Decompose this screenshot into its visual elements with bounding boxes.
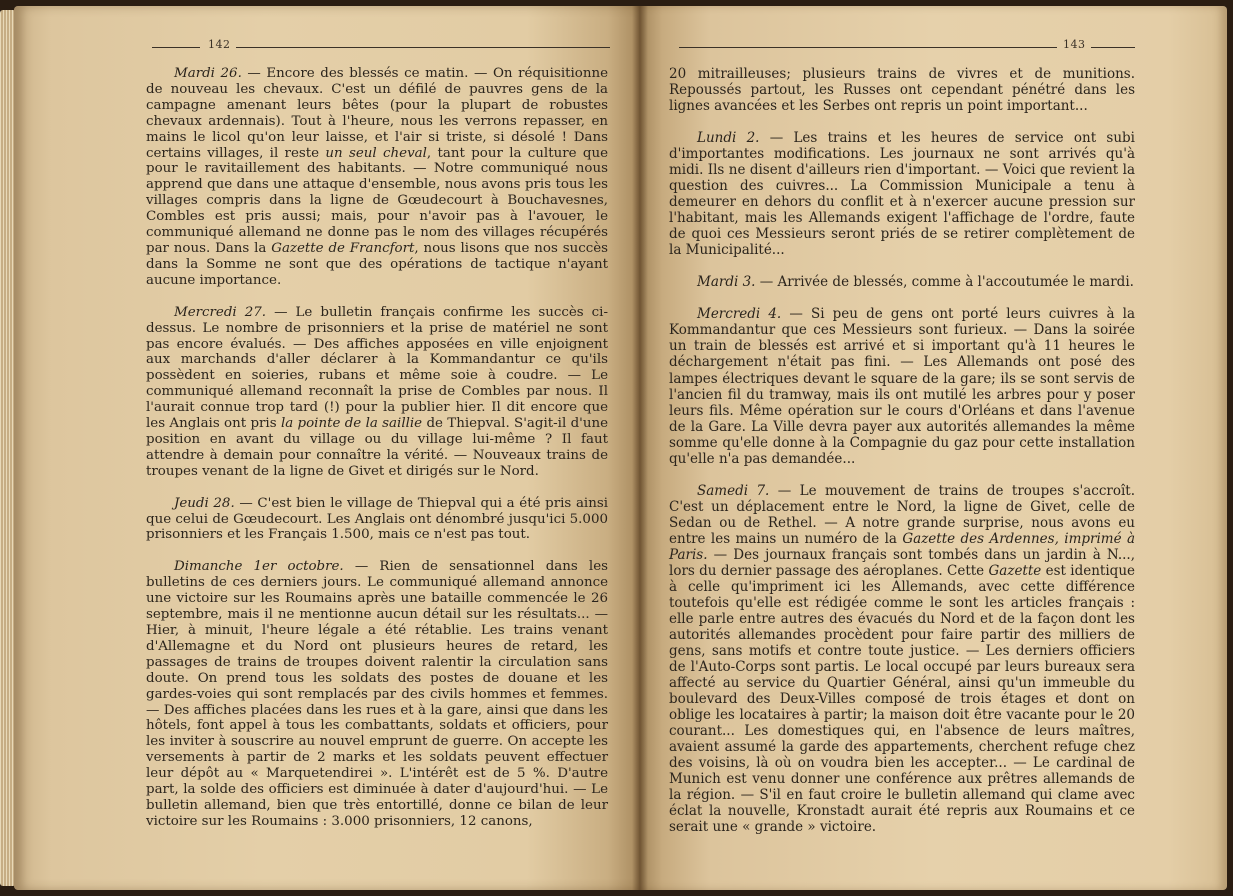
entry-text: — Arrivée de blessés, comme à l'accoutumée le mardi. [755,274,1134,291]
entry-text: — Encore des blessés ce matin. — On réquisitionne de nouveau les chevaux. C'est un défilé de pauvres gens de la campagne amenant leurs bêtes (pour la plupart de robustes chevaux ardennais). Tout à l'heure, nous les verrons repasser, en mains le licol qu'on leur laisse, et l'air si triste, si désolé ! Dans certains villages, il reste [146,66,608,161]
header-rule-left [152,47,200,48]
diary-entry [669,130,1135,258]
page-number: 142 [208,38,231,51]
entry-date: Mercredi 4. [697,306,782,323]
left-page [14,6,639,890]
italic-text: Gazette de Francfort [271,240,415,256]
entry-date: Dimanche 1er octobre. [174,559,344,575]
diary-entry [669,274,1135,290]
left-page-body [146,66,608,830]
left-page-header [14,38,639,54]
diary-entry [146,66,608,289]
header-rule-left [679,47,1057,48]
entry-date: Lundi 2. [697,130,760,147]
entry-date: Jeudi 28. [174,495,235,511]
entry-text: — Des journaux français sont tombés dans un jardin à N..., lors du dernier passage des aéroplanes. Cette [669,546,1135,579]
diary-entry [669,483,1135,836]
right-page [639,6,1227,890]
entry-text: — Si peu de gens ont porté leurs cuivres à la Kommandantur que ces Messieurs sont furieux. — Dans la soirée un train de blessés est arrivé et si important qu'à 11 heures le déchargement n'était pas fini. — Les Allemands ont posé des lampes électriques devant le square de la gare; ils se sont servis de l'ancien fil du tramway, mais ils ont mutilé les arbres pour y poser leurs fils. Même opération sur le cours d'Orléans et dans l'avenue de la Gare. La Ville devra payer aux autorités allemandes la même somme qu'elle donne à la Compagnie du gaz pour cette installation qu'elle n'a pas demandée... [669,306,1136,467]
entry-date: Samedi 7. [697,482,770,499]
diary-entry [146,559,608,829]
entry-text: , tant pour la culture que pour le ravitaillement des habitants. — Notre communiqué nous apprend que dans une attaque d'ensemble, nous avons pris tous les villages compris dans la ligne de Gœudecourt à Bouchavesnes, Combles est pris aussi; mais, pour n'avoir pas à l'avouer, le communiqué allemand ne donne pas le nom des villages récupérés par nous. Dans la [146,145,608,256]
diary-entry [146,305,608,480]
italic-text: un seul cheval [325,145,427,161]
entry-text: — Le bulletin français confirme les succès ci-dessus. Le nombre de prisonniers et la prise de matériel ne sont pas encore évalués. — Des affiches apposées en ville enjoignent aux marchands d'aller déclarer à la Kommandantur ce qu'ils possèdent en soieries, rubans et même soie à coudre. — Le communiqué allemand reconnaît la prise de Combles par nous. Il l'aurait connue trop tard (!) pour la publier hier. Il dit encore que les Anglais ont pris [146,304,608,432]
diary-entry [146,496,608,544]
header-rule-right [1091,47,1135,48]
right-page-body [669,66,1135,835]
page-number: 143 [1063,38,1086,51]
italic-text: Gazette des Ardennes, imprimé à Paris. [669,530,1135,563]
entry-text: de Thiepval. S'agit-il d'une position en avant du village ou du village lui-même ? Il faut attendre à demain pour connaître la vérité. — Nouveaux trains de troupes venant de la ligne de Givet et dirigés sur le Nord. [146,416,608,479]
italic-text: la pointe de la saillie [280,416,423,432]
entry-text: , nous lisons que nos succès dans la Somme ne sont que des opérations de tactique n'ayant aucune importance. [146,240,609,288]
entry-text: — Les trains et les heures de service ont subi d'importantes modifications. Les journaux ne sont arrivés qu'à midi. Ils ne disent d'ailleurs rien d'important. — Voici que revient la question des cuivres... La Commission Municipale a tenu à demeurer en dehors du conflit et à n'exercer aucune pression sur l'habitant, mais les Allemands exigent l'affichage de l'ordre, faute de quoi ces Messieurs seront priés de se retirer complètement de la Municipalité... [669,130,1135,259]
entry-text: — Le mouvement de trains de troupes s'accroît. C'est un déplacement entre le Nord, la ligne de Givet, celle de Sedan ou de Rethel. — A notre grande surprise, nous avons eu entre les mains un numéro de la [669,482,1136,547]
italic-text: Gazette [988,562,1042,579]
entry-date: Mardi 26. [174,66,242,81]
entry-date: Mardi 3. [697,274,756,291]
entry-date: Mercredi 27. [174,304,267,320]
diary-entry [669,306,1135,466]
book-gutter [632,6,648,890]
entry-text: — Rien de sensationnel dans les bulletins de ces derniers jours. Le communiqué allemand annonce une victoire sur les Roumains après une bataille commencée le 26 septembre, mais il ne mentionne aucun détail sur les résultats... — Hier, à minuit, l'heure légale a été rétablie. Les trains venant d'Allemagne et du Nord ont plusieurs heures de retard, les passages de trains de troupes doivent ralentir la circulation sans doute. On prend tous les soldats des postes de douane et les gardes-voies qui sont remplacés par des civils hommes et femmes. — Des affiches placées dans les rues et à la gare, ainsi que dans les hôtels, font appel à tous les combattants, soldats et officiers, pour les inviter à souscrire au nouvel emprunt de guerre. On accepte les versements à partir de 2 marks et les soldats peuvent effectuer leur dépôt au « Marquetendirei ». L'intérêt est de 5 %. D'autre part, la solde des officiers est diminuée à dater d'aujourd'hui. — Le bulletin allemand, bien que très entortillé, donne ce bilan de leur victoire sur les Roumains : 3.000 prisonniers, 12 canons, [146,559,608,829]
entry-text: est identique à celle qu'impriment ici les Allemands, avec cette différence toutefois qu'elle est rédigée comme le sont les articles français : elle parle entre autres des évacués du Nord et de la façon dont les autorités allemandes procèdent pour faire partir des milliers de gens, sans motifs et contre toute justice. — Les derniers officiers de l'Auto-Corps sont partis. Le local occupé par leurs bureaux sera affecté au service du Quartier Général, ainsi qu'un immeuble du boulevard des Deux-Villes composé de trois étages et dont on oblige les locataires à partir; la maison doit être vacante pour le 20 courant... Les domestiques qui, en l'absence de leurs maîtres, avaient assumé la garde des appartements, cherchent refuge chez des voisins, là où on voudra bien les accepter... — Le cardinal de Munich est venu donner une conférence aux prêtres allemands de la région. — S'il en faut croire le bulletin allemand qui clame avec éclat la nouvelle, Kronstadt aurait été repris aux Roumains et ce serait une « grande » victoire. [669,562,1135,836]
entry-text: — C'est bien le village de Thiepval qui a été pris ainsi que celui de Gœudecourt. Les Anglais ont dénombré jusqu'ici 5.000 prisonniers et les Français 1.500, mais ce n'est pas tout. [146,495,608,543]
entry-text: 20 mitrailleuses; plusieurs trains de vivres et de munitions. Repoussés partout, les Russes ont cependant pénétré dans les lignes avancées et les Serbes ont repris un point important... [669,66,1135,115]
header-rule-right [236,47,610,48]
right-page-header [639,38,1227,54]
diary-entry [669,66,1135,114]
